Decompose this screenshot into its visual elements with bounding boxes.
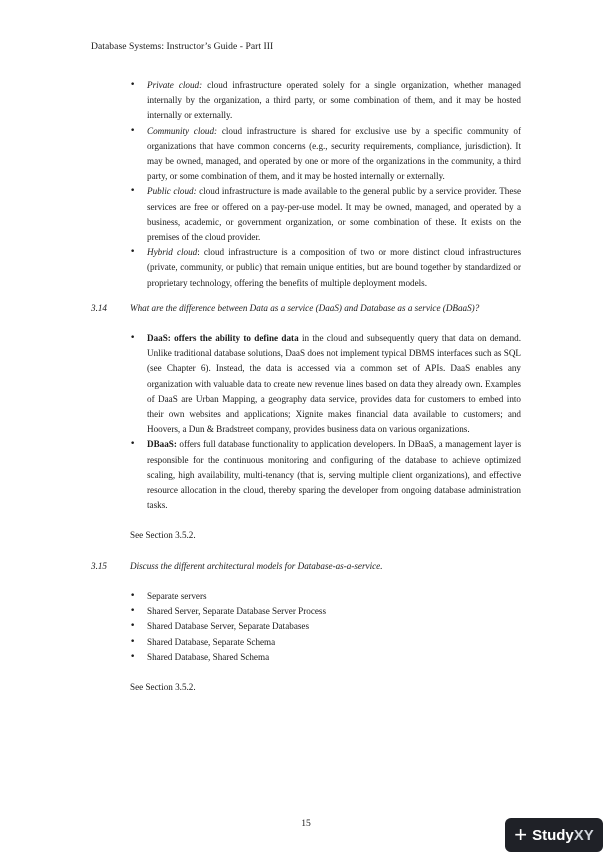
cloud-types-list (91, 78, 521, 291)
studyxy-badge[interactable] (505, 818, 603, 852)
list-item (91, 437, 521, 513)
question-text: What are the difference between Data as a service (DaaS) and Database as a service (DBaaS)? (130, 302, 480, 313)
running-header: Database Systems: Instructor’s Guide - Part III (91, 41, 274, 52)
list-item: • Shared Database, Shared Schema (91, 650, 521, 665)
list-item (91, 124, 521, 185)
bullet-text: cloud infrastructure operated solely for a single organization, whether managed internally by the organization, a third party, or some combination of them, and it may be hosted internally or externally. (147, 80, 521, 121)
bullet-text: in the cloud and subsequently query that data on demand. Unlike traditional database solutions, DaaS does not implement typical DBMS interfaces such as SQL (see Chapter 6). Instead, the data is accessed via a common set of APIs. DaaS enables any organization with valuable data to create new revenue lines based on data they already own. Examples of DaaS are Urban Mapping, a geography data service, provides data for customers to embed into their own websites and applications; Xignite makes financial data available to customers; and Hoovers, a Dun & Bradstreet company, provides business data on various organizations. (147, 333, 521, 435)
bullet-term: DaaS: offers the ability to define data (147, 333, 299, 344)
brand-main: Study (532, 826, 574, 844)
plus-icon: + (514, 822, 528, 847)
question-3-15 (91, 559, 521, 574)
bullet-text: cloud infrastructure is made available to the general public by a service provider. These services are free or offered on a pay-per-use model. It may be owned, managed, and operated by a business, academic, or government organization, or some combination of these. It exists on the premises of the cloud provider. (147, 186, 521, 243)
list-item: • Shared Database, Separate Schema (91, 635, 521, 650)
list-item: • Shared Database Server, Separate Databases (91, 619, 521, 634)
section-reference: See Section 3.5.2. (130, 530, 196, 541)
bullet-term: Public cloud: (147, 186, 197, 197)
bullet-term: Community cloud: (147, 125, 218, 136)
bullet-term: DBaaS: (147, 439, 177, 450)
page-number: 15 (301, 818, 311, 829)
brand-accent: XY (573, 826, 594, 844)
bullet-text: : cloud infrastructure is a composition of two or more distinct cloud infrastructures (private, community, or public) that remain unique entities, but are bound together by standardized or proprietary technology, offering the benefits of multiple deployment models. (147, 247, 521, 288)
bullet-text: cloud infrastructure is shared for exclusive use by a specific community of organizations that have common concerns (e.g., security requirements, compliance, jurisdiction). It may be owned, managed, and operated by one or more of the organizations in the community, a third party, or some combination of them, and it may be hosted internally or externally. (147, 125, 521, 182)
list-item (91, 78, 521, 124)
question-text: Discuss the different architectural models for Database-as-a-service. (130, 560, 383, 571)
list-item: • Separate servers (91, 589, 521, 604)
section-reference: See Section 3.5.2. (130, 681, 196, 692)
list-item (91, 245, 521, 291)
bullet-term: Private cloud: (147, 80, 203, 90)
bullet-text: offers full database functionality to application developers. In DBaaS, a management layer is responsible for the continuous monitoring and configuring of the database to achieve optimized scaling, high availability, multi-tenancy (that is, serving multiple client organizations), and effective resource allocation in the cloud, thereby sparing the developer from ongoing database administration tasks. (147, 439, 521, 511)
list-item: • Shared Server, Separate Database Server Process (91, 604, 521, 619)
question-number: 3.15 (91, 560, 107, 571)
answer-list-3-14 (91, 331, 521, 513)
page-content (91, 78, 521, 695)
architecture-model-list (91, 589, 521, 665)
question-3-14 (91, 301, 521, 316)
bullet-term: Hybrid cloud (147, 247, 198, 258)
question-number: 3.14 (91, 302, 107, 313)
list-item (91, 184, 521, 245)
list-item (91, 331, 521, 437)
